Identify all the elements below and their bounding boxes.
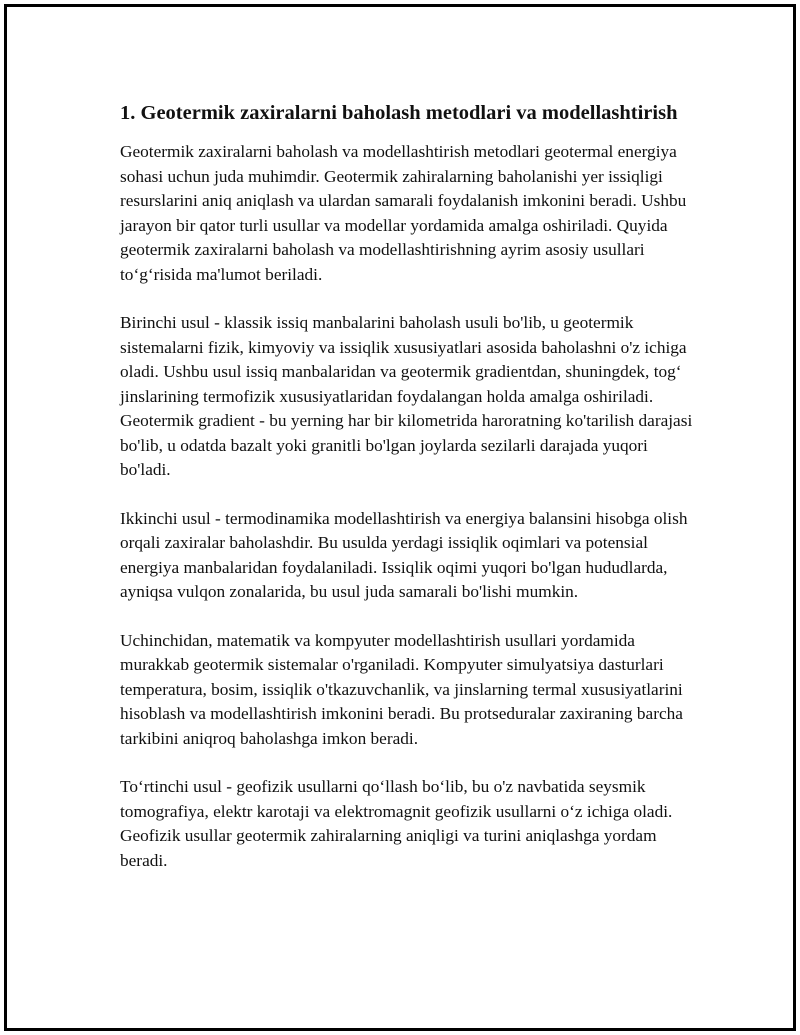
paragraph-method-1: Birinchi usul - klassik issiq manbalarini baholash usuli bo'lib, u geotermik sistemalarni fizik, kimyoviy va issiqlik xususiyatlari asosida baholashni o'z ichiga oladi. Ushbu usul issiq manbalaridan va geotermik gradientdan, shuningdek, tog‘ jinslarining termofizik xususiyatlaridan foydalangan holda amalga oshiriladi. Geotermik gradient - bu yerning har bir kilometrida haroratning ko'tarilish darajasi bo'lib, u odatda bazalt yoki granitli bo'lgan joylarda sezilarli darajada yuqori bo'ladi. xyxy=(120,313,693,479)
paragraph-method-4: To‘rtinchi usul - geofizik usullarni qo‘llash bo‘lib, bu o'z navbatida seysmik tomografiya, elektr karotaji va elektromagnit geofizik usullarni o‘z ichiga oladi. Geofizik usullar geotermik zahiralarning aniqligi va turini aniqlashga yordam beradi. xyxy=(120,777,673,870)
document-body xyxy=(120,99,695,897)
paragraph-method-3: Uchinchidan, matematik va kompyuter modellashtirish usullari yordamida murakkab geotermik sistemalar o'rganiladi. Kompyuter simulyatsiya dasturlari temperatura, bosim, issiqlik o'tkazuvchanlik, va jinslarning termal xususiyatlarini hisoblash va modellashtirish imkonini beradi. Bu protseduralar zaxiraning barcha tarkibini aniqroq baholashga imkon beradi. xyxy=(120,630,683,748)
paragraph-method-2: Ikkinchi usul - termodinamika modellashtirish va energiya balansini hisobga olish orqali zaxiralar baholashdir. Bu usulda yerdagi issiqlik oqimlari va potensial energiya manbalaridan foydalaniladi. Issiqlik oqimi yuqori bo'lgan hududlarda, ayniqsa vulqon zonalarida, bu usul juda samarali bo'lishi mumkin. xyxy=(120,508,688,601)
section-heading: 1. Geotermik zaxiralarni baholash metodlari va modellashtirish xyxy=(120,102,678,124)
paragraph-intro: Geotermik zaxiralarni baholash va modellashtirish metodlari geotermal energiya sohasi uchun juda muhimdir. Geotermik zahiralarning baholanishi yer issiqligi resurslarini aniq aniqlash va ulardan samarali foydalanish imkonini beradi. Ushbu jarayon bir qator turli usullar va modellar yordamida amalga oshiriladi. Quyida geotermik zaxiralarni baholash va modellashtirishning ayrim asosiy usullari to‘g‘risida ma'lumot beriladi. xyxy=(120,142,687,284)
document-page xyxy=(4,4,796,1031)
